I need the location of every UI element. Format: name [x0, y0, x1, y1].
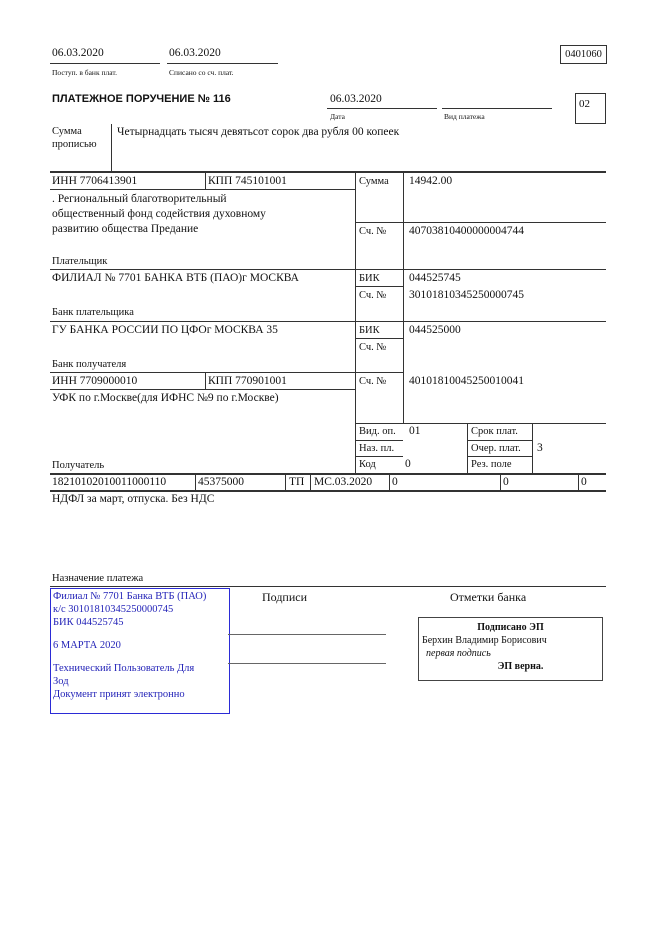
vid-op-label: Вид. оп. — [359, 426, 396, 437]
divider — [327, 108, 437, 109]
esign-signer: Берхин Владимир Борисович — [422, 635, 547, 646]
divider — [50, 586, 606, 587]
divider — [442, 108, 552, 109]
amount-words: Четырнадцать тысяч девятьсот сорок два рубля 00 копеек — [117, 126, 400, 138]
divider — [111, 124, 112, 171]
payer-name — [52, 192, 266, 237]
payee-inn: ИНН 7709000010 — [52, 375, 138, 387]
divider — [389, 474, 390, 490]
payee-bank-label: Банк получателя — [52, 359, 127, 370]
divider — [285, 474, 286, 490]
status-code: 02 — [579, 98, 590, 110]
divider — [355, 338, 403, 339]
srok-label: Срок плат. — [471, 426, 518, 437]
divider — [500, 474, 501, 490]
oktmo-field: 45375000 — [198, 476, 244, 488]
payer-bank-account-label: Сч. № — [359, 290, 387, 301]
divider — [50, 269, 606, 270]
basis-field: ТП — [289, 476, 305, 488]
payer-name-line1: . Региональный благотворительный — [52, 193, 227, 205]
payee-label: Получатель — [52, 460, 105, 471]
status-code-box — [575, 93, 606, 124]
stamp-line: 6 МАРТА 2020 — [53, 640, 121, 651]
received-label: Поступ. в банк плат. — [52, 68, 117, 77]
stamp-line: Технический Пользователь Для — [53, 663, 195, 674]
table-top-border — [50, 171, 606, 173]
payer-bank-bik-label: БИК — [359, 273, 380, 284]
sum-label: Сумма — [359, 176, 389, 187]
debited-label: Списано со сч. плат. — [169, 68, 234, 77]
divider — [467, 424, 468, 474]
divider — [50, 473, 606, 475]
divider — [532, 424, 533, 474]
form-code: 0401060 — [560, 45, 607, 64]
received-date: 06.03.2020 — [52, 47, 104, 59]
kbk-field: 18210102010011000110 — [52, 476, 167, 488]
payer-bank-name: ФИЛИАЛ № 7701 БАНКА ВТБ (ПАО)г МОСКВА — [52, 272, 299, 284]
payer-label: Плательщик — [52, 256, 108, 267]
stamp-line: БИК 044525745 — [53, 617, 124, 628]
payee-account: 40101810045250010041 — [409, 375, 524, 387]
payee-bank-account-label: Сч. № — [359, 342, 387, 353]
payee-bank-name: ГУ БАНКА РОССИИ ПО ЦФОг МОСКВА 35 — [52, 324, 278, 336]
signature-line-1 — [228, 634, 386, 635]
date-label: Дата — [330, 112, 345, 121]
amount-words-label-line1: Сумма — [52, 126, 82, 137]
esign-box — [418, 617, 603, 681]
payer-bank-label: Банк плательщика — [52, 307, 134, 318]
payment-type-label: Вид платежа — [444, 112, 485, 121]
payer-name-line3: развитию общества Предание — [52, 223, 199, 235]
payer-bank-account: 30101810345250000745 — [409, 289, 524, 301]
divider — [195, 474, 196, 490]
stamp-line: Зод — [53, 676, 69, 687]
divider — [467, 440, 532, 441]
payer-inn: ИНН 7706413901 — [52, 175, 138, 187]
payment-purpose: НДФЛ за март, отпуска. Без НДС — [52, 493, 215, 505]
payee-name: УФК по г.Москве(для ИФНС №9 по г.Москве) — [52, 392, 279, 404]
doc-date-field: 0 — [503, 476, 509, 488]
payee-bank-bik: 044525000 — [409, 324, 461, 336]
payer-bank-bik: 044525745 — [409, 272, 461, 284]
doc-number-field: 0 — [392, 476, 398, 488]
amount-words-label — [52, 125, 97, 151]
stamp-line: Филиал № 7701 Банка ВТБ (ПАО) — [53, 591, 207, 602]
payee-bank-bik-label: БИК — [359, 325, 380, 336]
divider — [205, 172, 206, 190]
rez-label: Рез. поле — [471, 459, 512, 470]
stamp-line: Документ принят электронно — [53, 689, 185, 700]
payer-account-label: Сч. № — [359, 226, 387, 237]
debited-date: 06.03.2020 — [169, 47, 221, 59]
divider — [467, 456, 532, 457]
divider — [355, 440, 403, 441]
divider — [355, 286, 403, 287]
kod-label: Код — [359, 459, 376, 470]
signature-line-2 — [228, 663, 386, 664]
divider — [355, 456, 403, 457]
divider — [403, 172, 404, 424]
amount-words-label-line2: прописью — [52, 139, 97, 150]
payer-account: 40703810400000004744 — [409, 225, 524, 237]
document-date: 06.03.2020 — [330, 93, 382, 105]
esign-role: первая подпись — [426, 648, 491, 659]
payment-type-field: 0 — [581, 476, 587, 488]
divider — [50, 63, 160, 64]
naz-pl-label: Наз. пл. — [359, 443, 395, 454]
divider — [50, 372, 355, 373]
payer-kpp: КПП 745101001 — [208, 175, 287, 187]
divider — [355, 372, 403, 373]
payee-account-label: Сч. № — [359, 376, 387, 387]
esign-title: Подписано ЭП — [477, 622, 544, 633]
stamp-line: к/с 30101810345250000745 — [53, 604, 174, 615]
bank-marks-label: Отметки банка — [450, 590, 527, 604]
period-field: МС.03.2020 — [314, 476, 373, 488]
ocher-value: 3 — [537, 442, 543, 454]
vid-op-value: 01 — [409, 425, 421, 437]
divider — [50, 490, 606, 492]
divider — [355, 222, 606, 223]
divider — [167, 63, 278, 64]
divider — [355, 423, 606, 424]
document-title: ПЛАТЕЖНОЕ ПОРУЧЕНИЕ № 116 — [52, 93, 231, 105]
divider — [50, 389, 355, 390]
payee-kpp: КПП 770901001 — [208, 375, 287, 387]
divider — [355, 172, 356, 474]
divider — [50, 189, 355, 190]
signatures-label: Подписи — [262, 590, 308, 604]
sum-value: 14942.00 — [409, 175, 453, 187]
divider — [50, 321, 606, 322]
divider — [205, 373, 206, 390]
purpose-label: Назначение платежа — [52, 573, 144, 584]
ocher-label: Очер. плат. — [471, 443, 521, 454]
divider — [310, 474, 311, 490]
esign-verified: ЭП верна. — [497, 661, 544, 672]
kod-value: 0 — [405, 458, 411, 470]
bank-stamp — [50, 588, 230, 714]
payer-name-line2: общественный фонд содействия духовному — [52, 208, 266, 220]
divider — [578, 474, 579, 490]
